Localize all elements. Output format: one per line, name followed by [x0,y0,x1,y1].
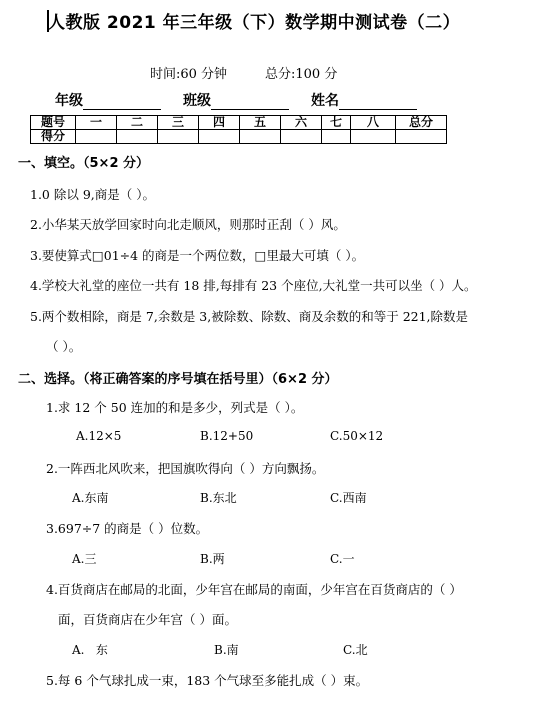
score-cell[interactable] [117,130,158,144]
option-2-4-b: B.南 [214,643,239,657]
name-label: 姓名 [311,93,339,109]
score-header-cell: 六 [281,116,322,130]
name-field[interactable] [339,95,417,110]
section2-heading: 二、选择。（将正确答案的序号填在括号里）（6×2 分） [18,372,338,387]
option-2-2-b: B.东北 [200,491,237,505]
class-label: 班级 [183,93,211,109]
question-2-2: 2.一阵西北风吹来，把国旗吹得向（ ）方向飘扬。 [46,461,325,476]
option-2-4-a: A. 东 [72,643,108,657]
option-2-2-c: C.西南 [330,491,367,505]
score-row-label: 得分 [31,130,76,144]
score-header-cell: 总分 [396,116,447,130]
question-2-4: 4.百货商店在邮局的北面，少年宫在邮局的南面，少年宫在百货商店的（ ） [46,582,462,597]
class-field[interactable] [211,95,289,110]
student-info-line [55,90,439,110]
score-header-cell: 八 [351,116,396,130]
grade-label: 年级 [55,93,83,109]
option-2-3-b: B.两 [200,552,225,566]
exam-total-score: 总分:100 分 [265,67,338,82]
score-cell[interactable] [396,130,447,144]
option-2-4-c: C.北 [343,643,368,657]
option-2-1-b: B.12+50 [200,429,254,443]
grade-field[interactable] [83,95,161,110]
option-2-2-a: A.东南 [72,491,109,505]
score-cell[interactable] [158,130,199,144]
option-2-3-a: A.三 [72,552,97,566]
score-header-cell: 二 [117,116,158,130]
question-2-5: 5.每 6 个气球扎成一束，183 个气球至多能扎成（ ）束。 [46,673,369,688]
score-header-row [31,116,447,130]
score-cell[interactable] [76,130,117,144]
score-cell[interactable] [199,130,240,144]
score-header-cell: 三 [158,116,199,130]
question-1-1: 1.0 除以 9,商是（ ）。 [30,187,155,202]
score-header-cell: 题号 [31,116,76,130]
score-input-row [31,130,447,144]
page-title: 人教版 2021 年三年级（下）数学期中测试卷（二） [48,13,461,33]
score-header-cell: 七 [322,116,351,130]
score-cell[interactable] [351,130,396,144]
score-cell[interactable] [322,130,351,144]
question-2-3: 3.697÷7 的商是（ ）位数。 [46,521,209,536]
question-2-1: 1.求 12 个 50 连加的和是多少，列式是（ ）。 [46,400,304,415]
question-1-5: 5.两个数相除，商是 7,余数是 3,被除数、除数、商及余数的和等于 221,除数是 [30,309,469,324]
question-1-4: 4.学校大礼堂的座位一共有 18 排,每排有 23 个座位,大礼堂一共可以坐（ ）人。 [30,278,477,293]
question-1-5-cont: （ ）。 [46,339,82,354]
option-2-1-a: A.12×5 [76,429,122,443]
score-header-cell: 五 [240,116,281,130]
question-2-4-cont: 面，百货商店在少年宫（ ）面。 [58,612,237,627]
option-2-1-c: C.50×12 [330,429,384,443]
score-header-cell: 四 [199,116,240,130]
question-1-3: 3.要使算式□01÷4 的商是一个两位数，□里最大可填（ ）。 [30,248,365,263]
score-header-cell: 一 [76,116,117,130]
question-1-2: 2.小华某天放学回家时向北走顺风，则那时正刮（ ）风。 [30,217,346,232]
exam-time: 时间:60 分钟 [150,67,228,82]
score-table [30,115,447,144]
option-2-3-c: C.一 [330,552,355,566]
score-cell[interactable] [281,130,322,144]
score-cell[interactable] [240,130,281,144]
section1-heading: 一、填空。（5×2 分） [18,156,150,171]
